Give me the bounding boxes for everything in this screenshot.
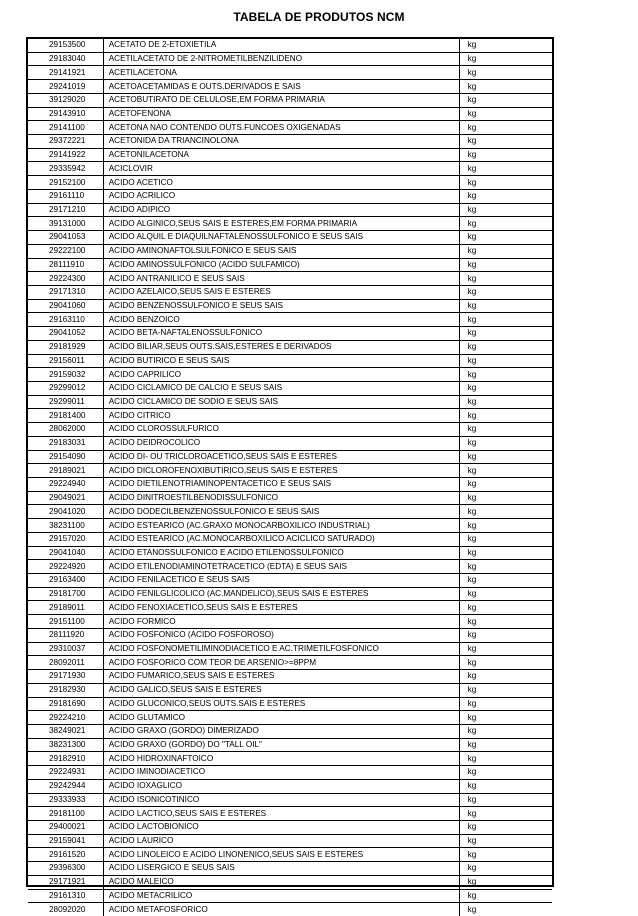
product-description-cell: ACIDO CITRICO (103, 409, 459, 423)
table-row (28, 862, 552, 876)
product-description-cell: ACIDO FENOXIACETICO,SEUS SAIS E ESTERES (103, 601, 459, 615)
product-description-cell: ACETILACETATO DE 2-NITROMETILBENZILIDENO (103, 52, 459, 66)
table-row (28, 628, 552, 642)
table-row (28, 340, 552, 354)
product-description-cell: ACIDO DI- OU TRICLOROACETICO,SEUS SAIS E ESTERES (103, 450, 459, 464)
product-description-cell: ACIDO IOXAGLICO (103, 779, 459, 793)
table-row (28, 189, 552, 203)
ncm-code-cell: 29333933 (28, 793, 103, 807)
unit-cell: kg (459, 299, 552, 313)
ncm-code-cell: 29224300 (28, 272, 103, 286)
product-description-cell: ACIDO LAURICO (103, 834, 459, 848)
ncm-code-cell: 29224920 (28, 560, 103, 574)
ncm-code-cell: 29181400 (28, 409, 103, 423)
product-description-cell: ACIDO DIETILENOTRIAMINOPENTACETICO E SEUS SAIS (103, 478, 459, 492)
ncm-code-cell: 29224210 (28, 711, 103, 725)
product-description-cell: ACIDO ISONICOTINICO (103, 793, 459, 807)
table-row (28, 752, 552, 766)
ncm-code-cell: 29156011 (28, 354, 103, 368)
ncm-code-cell: 29171310 (28, 285, 103, 299)
product-description-cell: ACIDO FOSFONOMETILIMINODIACETICO E AC.TRIMETILFOSFONICO (103, 642, 459, 656)
ncm-code-cell: 29224931 (28, 766, 103, 780)
unit-cell: kg (459, 683, 552, 697)
product-description-cell: ACIDO GRAXO (GORDO) DIMERIZADO (103, 724, 459, 738)
unit-cell: kg (459, 313, 552, 327)
table-row (28, 107, 552, 121)
product-description-cell: ACIDO AZELAICO,SEUS SAIS E ESTERES (103, 285, 459, 299)
product-description-cell: ACIDO FENILGLICOLICO (AC.MANDELICO),SEUS SAIS E ESTERES (103, 587, 459, 601)
unit-cell: kg (459, 148, 552, 162)
table-row (28, 875, 552, 889)
table-row (28, 121, 552, 135)
product-description-cell: ACIDO LACTICO,SEUS SAIS E ESTERES (103, 807, 459, 821)
unit-cell: kg (459, 450, 552, 464)
product-description-cell: ACIDO CICLAMICO DE CALCIO E SEUS SAIS (103, 381, 459, 395)
product-description-cell: ACIDO FENILACETICO E SEUS SAIS (103, 574, 459, 588)
unit-cell: kg (459, 587, 552, 601)
table-row (28, 560, 552, 574)
ncm-code-cell: 29152100 (28, 176, 103, 190)
ncm-code-cell: 29161520 (28, 848, 103, 862)
unit-cell: kg (459, 546, 552, 560)
table-row (28, 450, 552, 464)
table-row (28, 299, 552, 313)
ncm-code-cell: 29171921 (28, 875, 103, 889)
table-row (28, 135, 552, 149)
table-row (28, 738, 552, 752)
table-row (28, 368, 552, 382)
ncm-code-cell: 38249021 (28, 724, 103, 738)
product-description-cell: ACIDO MALEICO (103, 875, 459, 889)
table-row (28, 519, 552, 533)
table-row (28, 642, 552, 656)
table-row (28, 381, 552, 395)
unit-cell: kg (459, 478, 552, 492)
unit-cell: kg (459, 244, 552, 258)
product-description-cell: ACETOFENONA (103, 107, 459, 121)
unit-cell: kg (459, 697, 552, 711)
table-row (28, 354, 552, 368)
unit-cell: kg (459, 711, 552, 725)
unit-cell: kg (459, 107, 552, 121)
product-description-cell: ACIDO GLUTAMICO (103, 711, 459, 725)
table-row (28, 203, 552, 217)
table-row (28, 793, 552, 807)
ncm-code-cell: 29141921 (28, 66, 103, 80)
ncm-code-cell: 29141100 (28, 121, 103, 135)
product-description-cell: ACIDO ETANOSSULFONICO E ACIDO ETILENOSSULFONICO (103, 546, 459, 560)
table-row (28, 244, 552, 258)
unit-cell: kg (459, 381, 552, 395)
table-row (28, 423, 552, 437)
table-row (28, 148, 552, 162)
ncm-code-cell: 29041052 (28, 327, 103, 341)
table-row (28, 436, 552, 450)
ncm-code-cell: 29171930 (28, 670, 103, 684)
table-row (28, 587, 552, 601)
ncm-code-cell: 29143910 (28, 107, 103, 121)
product-description-cell: ACIDO GALICO,SEUS SAIS E ESTERES (103, 683, 459, 697)
unit-cell: kg (459, 779, 552, 793)
table-row (28, 505, 552, 519)
unit-cell: kg (459, 724, 552, 738)
unit-cell: kg (459, 121, 552, 135)
product-description-cell: ACETONA NAO CONTENDO OUTS.FUNCOES OXIGENADAS (103, 121, 459, 135)
ncm-code-cell: 29141922 (28, 148, 103, 162)
table-row (28, 258, 552, 272)
ncm-code-cell: 29400021 (28, 820, 103, 834)
product-description-cell: ACIDO AMINOSSULFONICO (ACIDO SULFAMICO) (103, 258, 459, 272)
table-row (28, 532, 552, 546)
product-description-cell: ACIDO AMINONAFTOLSULFONICO E SEUS SAIS (103, 244, 459, 258)
unit-cell: kg (459, 820, 552, 834)
product-description-cell: ACIDO DICLOROFENOXIBUTIRICO,SEUS SAIS E ESTERES (103, 464, 459, 478)
unit-cell: kg (459, 752, 552, 766)
table-row (28, 601, 552, 615)
table-row (28, 395, 552, 409)
unit-cell: kg (459, 93, 552, 107)
ncm-code-cell: 29153500 (28, 39, 103, 52)
table-row (28, 670, 552, 684)
table-row (28, 711, 552, 725)
ncm-code-cell: 29171210 (28, 203, 103, 217)
table-row (28, 766, 552, 780)
ncm-code-cell: 29154090 (28, 450, 103, 464)
table-row (28, 285, 552, 299)
product-description-cell: ACIDO ALGINICO,SEUS SAIS E ESTERES,EM FORMA PRIMARIA (103, 217, 459, 231)
ncm-table (26, 37, 554, 914)
table-row (28, 52, 552, 66)
unit-cell: kg (459, 52, 552, 66)
ncm-code-cell: 29335942 (28, 162, 103, 176)
unit-cell: kg (459, 272, 552, 286)
table-row (28, 66, 552, 80)
table-row (28, 903, 552, 916)
ncm-code-cell: 29242944 (28, 779, 103, 793)
product-description-cell: ACIDO ALQUIL E DIAQUILNAFTALENOSSULFONICO E SEUS SAIS (103, 231, 459, 245)
ncm-code-cell: 28111910 (28, 258, 103, 272)
ncm-code-cell: 29159032 (28, 368, 103, 382)
unit-cell: kg (459, 436, 552, 450)
unit-cell: kg (459, 834, 552, 848)
product-description-cell: ACETONIDA DA TRIANCINOLONA (103, 135, 459, 149)
product-description-cell: ACIDO BUTIRICO E SEUS SAIS (103, 354, 459, 368)
ncm-code-cell: 29181929 (28, 340, 103, 354)
product-description-cell: ACIDO ACRILICO (103, 189, 459, 203)
product-description-cell: ACIDO ESTEARICO (AC.GRAXO MONOCARBOXILICO INDUSTRIAL) (103, 519, 459, 533)
product-description-cell: ACETOBUTIRATO DE CELULOSE,EM FORMA PRIMARIA (103, 93, 459, 107)
table-row (28, 683, 552, 697)
ncm-code-cell: 29189011 (28, 601, 103, 615)
unit-cell: kg (459, 532, 552, 546)
table-row (28, 820, 552, 834)
table-row (28, 409, 552, 423)
product-description-cell: ACIDO FOSFORICO COM TEOR DE ARSENIO>=8PPM (103, 656, 459, 670)
ncm-table-body (28, 39, 552, 916)
product-description-cell: ACICLOVIR (103, 162, 459, 176)
table-row (28, 80, 552, 94)
product-description-cell: ACIDO ANTRANILICO E SEUS SAIS (103, 272, 459, 286)
table-row (28, 615, 552, 629)
ncm-code-cell: 29182930 (28, 683, 103, 697)
product-description-cell: ACIDO CLOROSSULFURICO (103, 423, 459, 437)
product-description-cell: ACIDO HIDROXINAFTOICO (103, 752, 459, 766)
product-description-cell: ACETONILACETONA (103, 148, 459, 162)
table-row (28, 327, 552, 341)
table-row (28, 39, 552, 52)
product-description-cell: ACIDO DEIDROCOLICO (103, 436, 459, 450)
product-description-cell: ACIDO GLUCONICO,SEUS OUTS.SAIS E ESTERES (103, 697, 459, 711)
ncm-code-cell: 29181700 (28, 587, 103, 601)
ncm-code-cell: 29151100 (28, 615, 103, 629)
unit-cell: kg (459, 656, 552, 670)
ncm-code-cell: 29299012 (28, 381, 103, 395)
unit-cell: kg (459, 862, 552, 876)
product-description-cell: ACIDO BILIAR,SEUS OUTS.SAIS,ESTERES E DERIVADOS (103, 340, 459, 354)
product-description-cell: ACIDO BENZOICO (103, 313, 459, 327)
ncm-code-cell: 29049021 (28, 491, 103, 505)
product-description-cell: ACIDO METACRILICO (103, 889, 459, 903)
ncm-code-cell: 29161110 (28, 189, 103, 203)
table-row (28, 313, 552, 327)
table-row (28, 93, 552, 107)
unit-cell: kg (459, 464, 552, 478)
product-description-cell: ACETOACETAMIDAS E OUTS.DERIVADOS E SAIS (103, 80, 459, 94)
unit-cell: kg (459, 231, 552, 245)
unit-cell: kg (459, 670, 552, 684)
product-description-cell: ACIDO CAPRILICO (103, 368, 459, 382)
table-row (28, 272, 552, 286)
table-row (28, 834, 552, 848)
table-row (28, 546, 552, 560)
unit-cell: kg (459, 162, 552, 176)
unit-cell: kg (459, 889, 552, 903)
ncm-code-cell: 29299011 (28, 395, 103, 409)
product-description-cell: ACIDO ACETICO (103, 176, 459, 190)
unit-cell: kg (459, 409, 552, 423)
unit-cell: kg (459, 807, 552, 821)
table-row (28, 848, 552, 862)
unit-cell: kg (459, 519, 552, 533)
table-row (28, 231, 552, 245)
ncm-code-cell: 29183031 (28, 436, 103, 450)
unit-cell: kg (459, 354, 552, 368)
ncm-code-cell: 28062000 (28, 423, 103, 437)
table-row (28, 656, 552, 670)
unit-cell: kg (459, 423, 552, 437)
product-description-cell: ACIDO BETA-NAFTALENOSSULFONICO (103, 327, 459, 341)
ncm-code-cell: 29372221 (28, 135, 103, 149)
table-row (28, 491, 552, 505)
unit-cell: kg (459, 601, 552, 615)
product-description-cell: ACIDO ADIPICO (103, 203, 459, 217)
ncm-code-cell: 29041040 (28, 546, 103, 560)
unit-cell: kg (459, 491, 552, 505)
unit-cell: kg (459, 615, 552, 629)
product-description-cell: ACIDO LISERGICO E SEUS SAIS (103, 862, 459, 876)
table-row (28, 779, 552, 793)
product-description-cell: ACIDO LINOLEICO E ACIDO LINONENICO,SEUS SAIS E ESTERES (103, 848, 459, 862)
product-description-cell: ACETATO DE 2-ETOXIETILA (103, 39, 459, 52)
ncm-code-cell: 29041020 (28, 505, 103, 519)
ncm-code-cell: 39129020 (28, 93, 103, 107)
ncm-code-cell: 29396300 (28, 862, 103, 876)
unit-cell: kg (459, 66, 552, 80)
unit-cell: kg (459, 203, 552, 217)
ncm-code-cell: 29222100 (28, 244, 103, 258)
unit-cell: kg (459, 642, 552, 656)
unit-cell: kg (459, 39, 552, 52)
product-description-cell: ACIDO LACTOBIONICO (103, 820, 459, 834)
ncm-code-cell: 29041060 (28, 299, 103, 313)
unit-cell: kg (459, 340, 552, 354)
table-row (28, 724, 552, 738)
ncm-code-cell: 28092011 (28, 656, 103, 670)
unit-cell: kg (459, 189, 552, 203)
table-row (28, 478, 552, 492)
table-row (28, 217, 552, 231)
unit-cell: kg (467, 904, 477, 914)
product-description-cell: ACIDO DODECILBENZENOSSULFONICO E SEUS SAIS (103, 505, 459, 519)
unit-cell: kg (459, 395, 552, 409)
ncm-code-cell: 29161310 (28, 889, 103, 903)
ncm-code-cell: 29182910 (28, 752, 103, 766)
product-description-cell: ACIDO FORMICO (103, 615, 459, 629)
table-row (28, 574, 552, 588)
unit-cell: kg (459, 628, 552, 642)
ncm-code-cell: 29181100 (28, 807, 103, 821)
table-row (28, 697, 552, 711)
ncm-code-cell: 29157020 (28, 532, 103, 546)
unit-cell: kg (459, 258, 552, 272)
product-description-cell: ACIDO ETILENODIAMINOTETRACETICO (EDTA) E SEUS SAIS (103, 560, 459, 574)
unit-cell: kg (459, 560, 552, 574)
unit-cell: kg (459, 848, 552, 862)
product-description-cell: ACIDO CICLAMICO DE SODIO E SEUS SAIS (103, 395, 459, 409)
unit-cell: kg (459, 80, 552, 94)
ncm-code-cell: 29310037 (28, 642, 103, 656)
ncm-code-cell: 29189021 (28, 464, 103, 478)
table-row (28, 464, 552, 478)
product-description-cell: ACIDO FOSFONICO (ACIDO FOSFOROSO) (103, 628, 459, 642)
product-description-cell: ACIDO DINITROESTILBENODISSULFONICO (103, 491, 459, 505)
product-description-cell: ACIDO BENZENOSSULFONICO E SEUS SAIS (103, 299, 459, 313)
product-description-cell: ACIDO GRAXO (GORDO) DO "TALL OIL" (103, 738, 459, 752)
unit-cell: kg (459, 368, 552, 382)
table-row (28, 162, 552, 176)
unit-cell: kg (459, 793, 552, 807)
unit-cell: kg (459, 738, 552, 752)
ncm-code-cell: 38231100 (28, 519, 103, 533)
ncm-code-cell: 29159041 (28, 834, 103, 848)
unit-cell: kg (459, 574, 552, 588)
unit-cell: kg (459, 327, 552, 341)
product-description-cell: ACIDO METAFOSFORICO (103, 903, 459, 916)
ncm-code-cell: 29181690 (28, 697, 103, 711)
unit-cell: kg (459, 217, 552, 231)
unit-cell: kg (459, 135, 552, 149)
product-description-cell: ACIDO IMINODIACETICO (103, 766, 459, 780)
product-description-cell: ACETILACETONA (103, 66, 459, 80)
unit-cell: kg (459, 176, 552, 190)
ncm-code-cell: 29163400 (28, 574, 103, 588)
table-row (28, 176, 552, 190)
ncm-code-cell: 28092020 (28, 903, 103, 916)
table-row (28, 807, 552, 821)
unit-cell: kg (459, 766, 552, 780)
ncm-code-cell: 29163110 (28, 313, 103, 327)
page-title: TABELA DE PRODUTOS NCM (233, 10, 405, 24)
ncm-code-cell: 39131000 (28, 217, 103, 231)
ncm-code-cell: 29041053 (28, 231, 103, 245)
ncm-code-cell: 29224940 (28, 478, 103, 492)
unit-cell: kg (459, 505, 552, 519)
unit-cell: kg (459, 285, 552, 299)
unit-cell: kg (459, 875, 552, 889)
ncm-code-cell: 28111920 (28, 628, 103, 642)
ncm-code-cell: 38231300 (28, 738, 103, 752)
ncm-code-cell: 29183040 (28, 52, 103, 66)
product-description-cell: ACIDO FUMARICO,SEUS SAIS E ESTERES (103, 670, 459, 684)
table-row (28, 889, 552, 903)
product-description-cell: ACIDO ESTEARICO (AC.MONOCARBOXILICO ACICLICO SATURADO) (103, 532, 459, 546)
ncm-code-cell: 29241019 (28, 80, 103, 94)
